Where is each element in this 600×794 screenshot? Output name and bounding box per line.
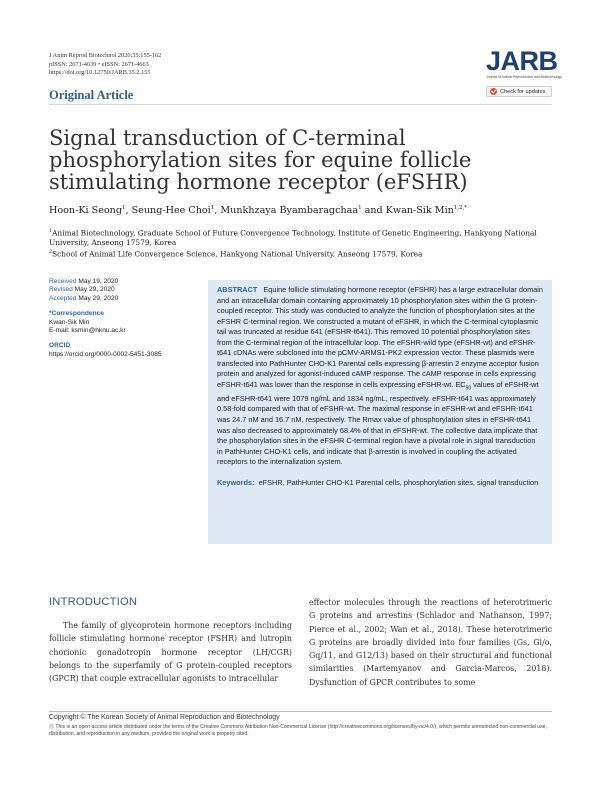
correspondence-label: *Correspondence [49,310,104,318]
intro-right-column: effector molecules through the reactions of heterotrimeric G proteins and arrestins (Schlador and Nathanson, 1997; Pierce et al., 2002; Wan et al., 2018). These heterotrimeric G proteins are broadly divided into four families (Gs, Gi/o, Gq/11, and G12/13) based on their structural and functional similarities (Martemyanov and Garcia-Marcos, 2018). Dysfunction of GPCR contributes to some [309,598,552,687]
introduction-heading: INTRODUCTION [49,596,138,608]
author-affil-sup: 1 [210,205,215,211]
copyright-line: Copyright © The Korean Society of Animal Reproduction and Biotechnology [49,714,280,721]
keywords [217,478,543,489]
keywords-label: Keywords: [217,477,255,487]
author-separator: , [214,205,221,217]
affiliation-item [49,248,559,259]
affiliations [49,227,559,260]
affiliation-text: School of Animal Life Convergence Science, Hankyong National University, Anseong 17579, Korea [52,249,423,259]
received-date [49,278,199,286]
orcid-link[interactable]: https://orcid.org/0000-0002-5451-3085 [49,350,162,358]
abstract-box [208,280,552,544]
orcid-label: ORCID [49,342,71,350]
journal-logo [486,46,562,79]
logo-text: JARB [486,46,558,76]
keywords-text: eFSHR, PathHunter CHO-K1 Parental cells, phosphorylation sites, signal transduction [258,477,539,487]
journal-issn: pISSN: 2671-4639 • eISSN: 2671-4663 [49,60,149,68]
header-divider [49,104,552,105]
affiliation-item [49,227,559,248]
author-separator: , [125,205,132,217]
author-affil-sup: 1 [358,205,362,211]
accepted-value: May 29, 2020 [78,294,119,302]
article-type: Original Article [49,88,134,102]
journal-citation: J Anim Reprod Biotechnol 2020;35:155-162 [49,52,162,59]
author-name: Seung-Hee Choi [131,205,211,217]
check-updates-icon [490,88,497,95]
accepted-date [49,295,199,303]
abstract-text-part1: Equine follicle stimulating hormone receptor (eFSHR) has a large extracellular domain and an intracellular domain containing approximately 10 phosphorylation sites within the G protein-coupled receptor. This study was conducted to analyze the function of phosphorylation sites at the eFSHR C-terminal region. We constructed a mutant of eFSHR, in which the C-terminal cytoplasmic tail was truncated at residue 641 (eFSHR-t641). This removed 10 potential phosphorylation sites from the C-terminal region of the intracellular loop. The eFSHR-wild type (eFSHR-wt) and eFSHR-t641 cDNAs were subcloned into the pCMV-ARMS1-PK2 expression vector. These plasmids were transfected into PathHunter CHO-K1 Parental cells expressing β-arrestin 2 enzyme acceptor fusion protein and analyzed for agonist-induced cAMP response. The cAMP response in cells expressing eFSHR-t641 was lower than the response in cells expressing eFSHR-wt. EC [217,285,543,389]
correspondence-name: Kwan-Sik Min [49,318,90,326]
accepted-label: Accepted [49,294,77,302]
author-name: Munkhzaya Byambaragchaa [220,205,359,217]
journal-meta [49,52,161,78]
author-affil-sup: 1,2,* [453,205,468,211]
check-updates-label: Check for updates [500,88,546,95]
check-for-updates-button[interactable] [486,86,552,97]
affiliation-sup: 1 [49,229,53,234]
revised-date [49,286,199,294]
doi-link[interactable]: https://doi.org/10.12750/JARB.35.2.155 [49,69,151,77]
abstract-body [217,285,543,468]
author-separator: and [361,205,386,217]
license-statement: This is an open-access article distributed under the terms of the Creative Commons Attribution Non-Commercial License (http://creativecommons.org/licenses/by-nc/4.0/), which permits unrestricted non-commercial use, distribution, and reproduction in any medium, provided the original work is properly cited. [49,724,547,738]
intro-left-column: The family of glycoprotein hormone receptors including follicle stimulating hormone receptor (FSHR) and lutropin chorionic gonadotropin hormone receptor (LH/CGR) belongs to the superfamily of G protein-coupled receptors (GPCR) that couple extracellular agonists to intracellular [49,621,292,684]
author-affil-sup: 1 [121,205,126,211]
received-label: Received [49,278,77,285]
abstract-text-part2: values of eFSHR-wt and eFSHR-t641 were 1079 ng/mL and 1834 ng/mL, respectively. eFSHR-t641 was approximately 0.58-fold compared with that of eFSHR-wt. The maximal response in eFSHR-wt and eFSHR-t641 was 24.7 nM and 16.7 nM, respectively. The Rmax value of phosphorylation sites in eFSHR-t641 was also decreased to approximately 68.4% of that in eFSHR-wt. The collective data implicate that the phosphorylation sites in the eFSHR C-terminal region have a pivotal role in signal transduction in PathHunter CHO-K1 cells, and indicate that β-arrestin is involved in coupling the activated receptors to the internalization system. [217,379,539,467]
affiliation-sup: 2 [49,250,53,256]
abstract-label: ABSTRACT [217,285,258,294]
revised-label: Revised [49,286,73,294]
author-list [49,205,467,216]
logo-subtitle: Journal of Animal Reproduction and Biotechnology [486,75,562,79]
author-name: Kwan-Sik Min [385,205,454,217]
revised-value: May 29, 2020 [74,286,115,294]
article-side-info [49,278,199,359]
article-title: Signal transduction of C-terminal phosphorylation sites for equine follicle stimulating hormone receptor (eFSHR) [49,126,472,194]
ec50-subscript: 50 [465,385,472,392]
cc-icon: Ⓡ [49,724,56,730]
author-name: Hoon-Ki Seong [49,205,122,217]
received-value: May 19, 2020 [78,278,119,285]
footer-divider [49,711,552,712]
correspondence-email[interactable]: E-mail: ksmin@hknu.ac.kr [49,327,126,335]
license-text [49,724,552,738]
affiliation-text: Animal Biotechnology, Graduate School of Future Convergence Technology, Institute of Genetic Engineering, Hankyong National University, Anseong 17579, Korea [49,228,537,248]
